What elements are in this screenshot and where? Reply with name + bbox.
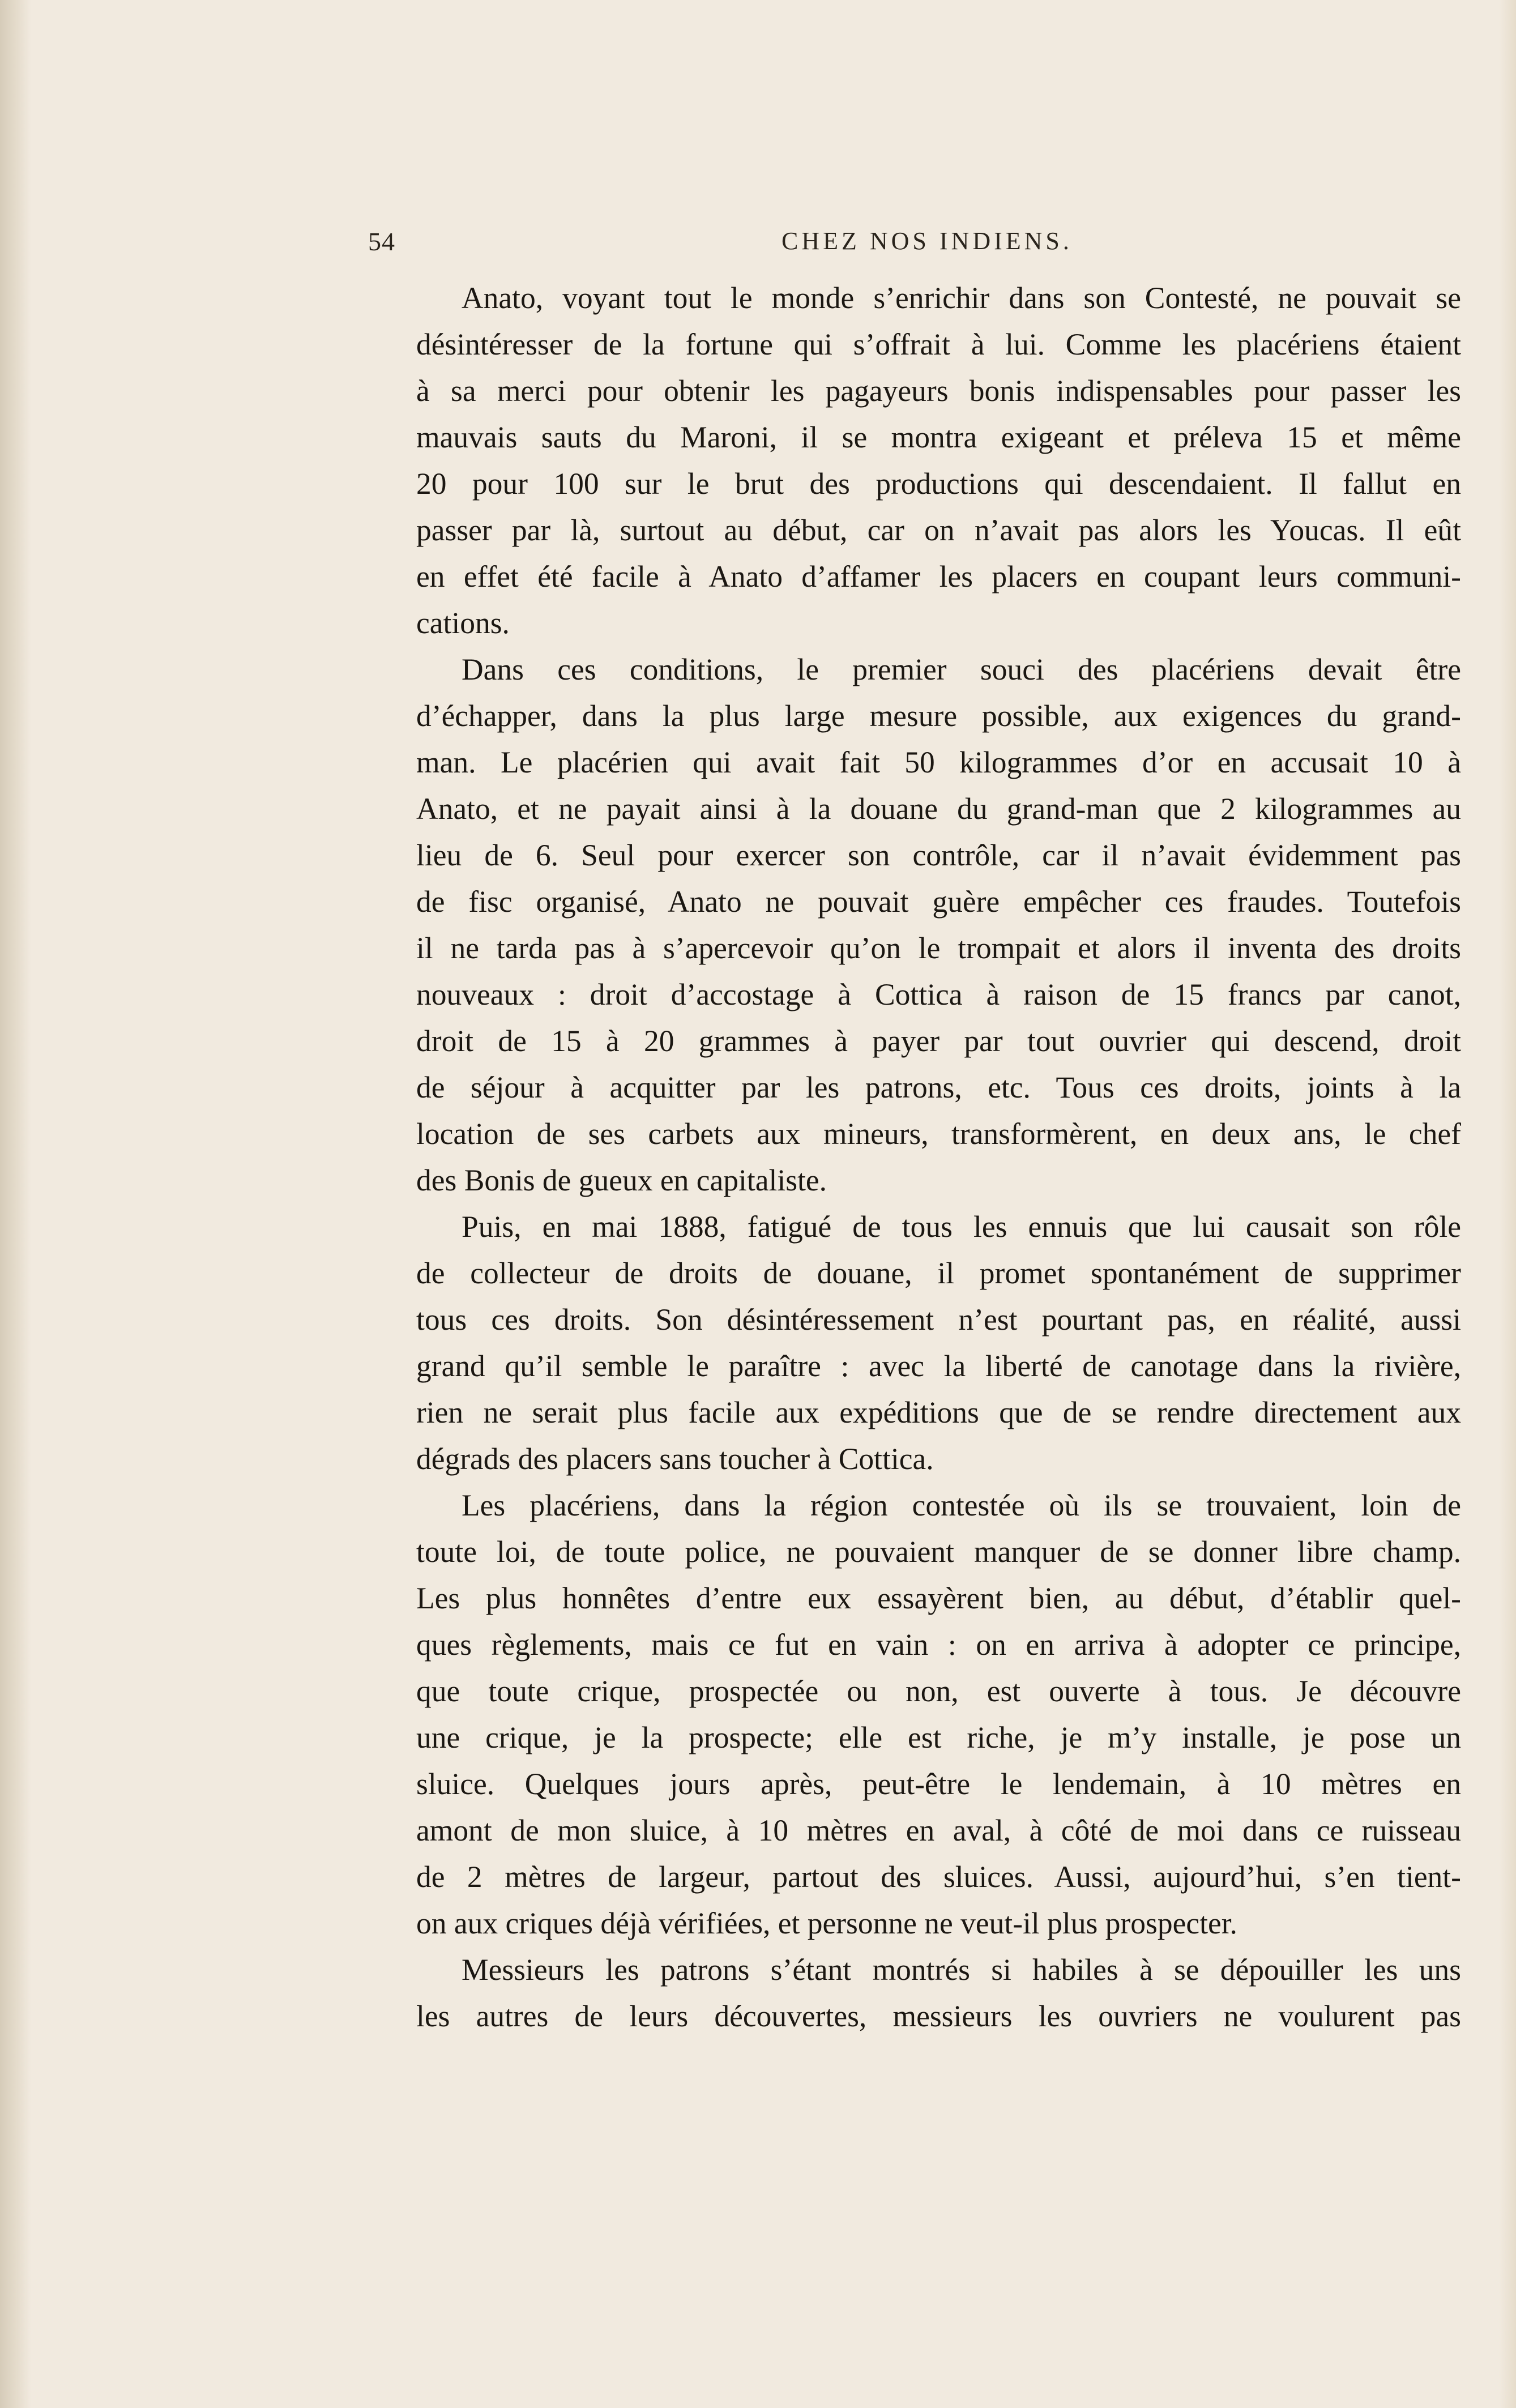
text-line: cations. xyxy=(416,606,510,640)
text-line: grand qu’il semble le paraître : avec la liberté de canotage dans la rivière, xyxy=(416,1349,1461,1383)
text-line: location de ses carbets aux mineurs, transformèrent, en deux ans, le chef xyxy=(416,1117,1461,1151)
text-line: man. Le placérien qui avait fait 50 kilogrammes d’or en accusait 10 à xyxy=(416,745,1461,779)
text-line: d’échapper, dans la plus large mesure possible, aux exigences du grand- xyxy=(416,699,1461,733)
running-header xyxy=(368,227,1461,261)
text-line: 20 pour 100 sur le brut des productions qui descendaient. Il fallut en xyxy=(416,467,1461,501)
text-line: dégrads des placers sans toucher à Cottica. xyxy=(416,1442,934,1476)
text-line: désintéresser de la fortune qui s’offrait à lui. Comme les placériens étaient xyxy=(416,327,1461,361)
text-line: les autres de leurs découvertes, messieurs les ouvriers ne voulurent pas xyxy=(416,1999,1461,2033)
text-line: une crique, je la prospecte; elle est riche, je m’y installe, je pose un xyxy=(416,1720,1461,1754)
text-line: il ne tarda pas à s’apercevoir qu’on le trompait et alors il inventa des droits xyxy=(416,931,1461,965)
paragraph-4 xyxy=(371,1482,1461,1946)
text-line: ques règlements, mais ce fut en vain : on en arriva à adopter ce principe, xyxy=(416,1628,1461,1662)
text-line: de 2 mètres de largeur, partout des sluices. Aussi, aujourd’hui, s’en tient- xyxy=(416,1860,1461,1894)
body-text xyxy=(371,275,1461,2039)
text-line: toute loi, de toute police, ne pouvaient manquer de se donner libre champ. xyxy=(416,1535,1461,1569)
text-line: rien ne serait plus facile aux expéditions que de se rendre directement aux xyxy=(416,1395,1461,1429)
paragraph-3 xyxy=(371,1203,1461,1482)
text-line: des Bonis de gueux en capitaliste. xyxy=(416,1163,827,1197)
paragraph-5 xyxy=(371,1946,1461,2039)
running-title: CHEZ NOS INDIENS. xyxy=(782,227,1073,255)
paragraph-2 xyxy=(371,646,1461,1203)
text-line: Les placériens, dans la région contestée où ils se trouvaient, loin de xyxy=(462,1488,1461,1522)
text-line: passer par là, surtout au début, car on n’avait pas alors les Youcas. Il eût xyxy=(416,513,1461,547)
text-line: sluice. Quelques jours après, peut-être le lendemain, à 10 mètres en xyxy=(416,1767,1461,1801)
text-line: en effet été facile à Anato d’affamer les placers en coupant leurs communi- xyxy=(416,560,1461,594)
text-line: Dans ces conditions, le premier souci des placériens devait être xyxy=(462,652,1461,686)
page-number: 54 xyxy=(368,227,395,256)
text-line: on aux criques déjà vérifiées, et personne ne veut-il plus prospecter. xyxy=(416,1906,1237,1940)
text-line: Messieurs les patrons s’étant montrés si habiles à se dépouiller les uns xyxy=(462,1953,1461,1987)
text-line: à sa merci pour obtenir les pagayeurs bonis indispensables pour passer les xyxy=(416,374,1461,408)
paragraph-1 xyxy=(371,275,1461,646)
text-line: Puis, en mai 1888, fatigué de tous les ennuis que lui causait son rôle xyxy=(462,1210,1461,1244)
page-edge xyxy=(1499,0,1516,2408)
text-line: de séjour à acquitter par les patrons, etc. Tous ces droits, joints à la xyxy=(416,1070,1461,1104)
binding-gutter xyxy=(0,0,31,2408)
text-line: mauvais sauts du Maroni, il se montra exigeant et préleva 15 et même xyxy=(416,420,1461,454)
text-line: Les plus honnêtes d’entre eux essayèrent bien, au début, d’établir quel- xyxy=(416,1581,1461,1615)
text-line: de collecteur de droits de douane, il promet spontanément de supprimer xyxy=(416,1256,1461,1290)
text-line: Anato, voyant tout le monde s’enrichir dans son Contesté, ne pouvait se xyxy=(462,281,1461,315)
text-line: tous ces droits. Son désintéressement n’est pourtant pas, en réalité, aussi xyxy=(416,1303,1461,1337)
text-line: lieu de 6. Seul pour exercer son contrôle, car il n’avait évidemment pas xyxy=(416,838,1461,872)
text-line: amont de mon sluice, à 10 mètres en aval, à côté de moi dans ce ruisseau xyxy=(416,1813,1461,1847)
text-line: que toute crique, prospectée ou non, est ouverte à tous. Je découvre xyxy=(416,1674,1461,1708)
text-line: Anato, et ne payait ainsi à la douane du grand-man que 2 kilogrammes au xyxy=(416,792,1461,826)
text-line: nouveaux : droit d’accostage à Cottica à raison de 15 francs par canot, xyxy=(416,977,1461,1011)
text-line: de fisc organisé, Anato ne pouvait guère empêcher ces fraudes. Toutefois xyxy=(416,885,1461,919)
text-line: droit de 15 à 20 grammes à payer par tout ouvrier qui descend, droit xyxy=(416,1024,1461,1058)
